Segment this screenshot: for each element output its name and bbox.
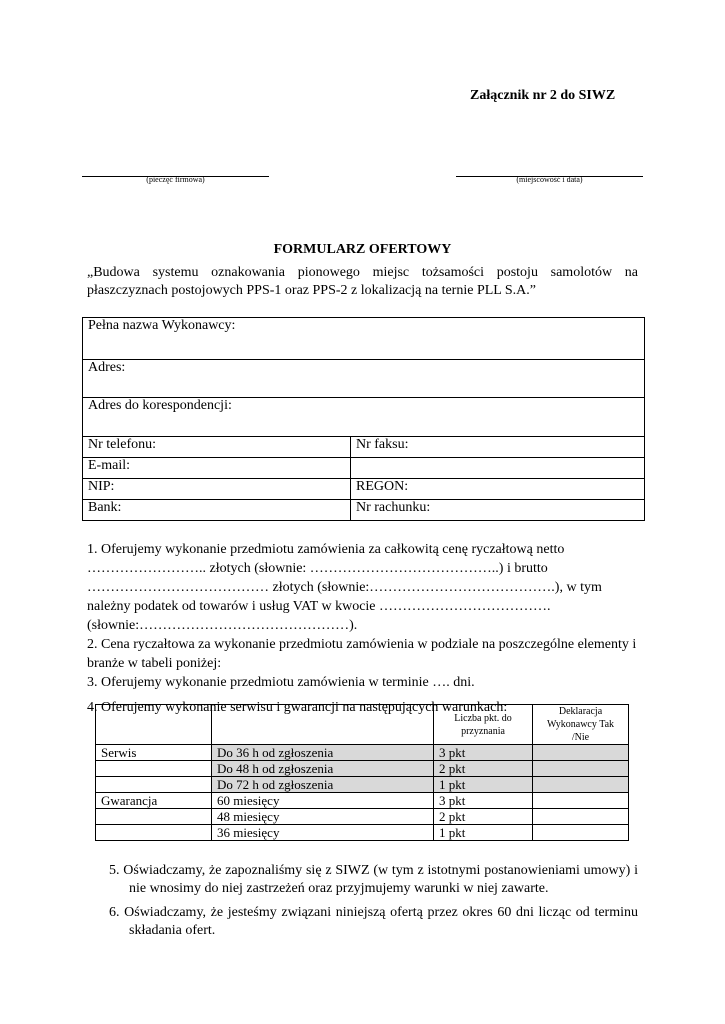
declaration-cell[interactable] bbox=[533, 825, 629, 841]
option-points: 2 pkt bbox=[434, 761, 533, 777]
place-date-label: (miejscowość i data) bbox=[516, 175, 583, 184]
declaration-cell[interactable] bbox=[533, 745, 629, 761]
declaration-cell[interactable] bbox=[533, 777, 629, 793]
account-number-field[interactable]: Nr rachunku: bbox=[351, 500, 645, 521]
bank-field[interactable]: Bank: bbox=[83, 500, 351, 521]
stamp-label: (pieczęć firmowa) bbox=[146, 175, 205, 184]
declaration-cell[interactable] bbox=[533, 793, 629, 809]
address-field[interactable]: Adres: bbox=[83, 360, 645, 398]
option-points: 3 pkt bbox=[434, 745, 533, 761]
option-points: 3 pkt bbox=[434, 793, 533, 809]
item-1: 1. Oferujemy wykonanie przedmiotu zamówienia za całkowitą cenę ryczałtową netto …………………….. złotych (słownie: …………………………………..) i brutto ………………………………… złotych (słownie:………………………………….), w tym należny podatek od towarów i usług VAT w kwocie ……………………………….(słownie:………………………………………). bbox=[87, 542, 602, 633]
item-3: 3. Oferujemy wykonanie przedmiotu zamówienia w terminie …. dni. bbox=[87, 675, 475, 690]
full-name-field[interactable]: Pełna nazwa Wykonawcy: bbox=[83, 318, 645, 360]
form-title: FORMULARZ OFERTOWY bbox=[273, 242, 452, 257]
header-points: Liczba pkt. do przyznania bbox=[434, 705, 533, 745]
offer-items bbox=[87, 540, 638, 717]
nip-field[interactable]: NIP: bbox=[83, 479, 351, 500]
item-6: 6. Oświadczamy, że jesteśmy związani niniejszą ofertą przez okres 60 dni licząc od terminu składania ofert. bbox=[109, 905, 638, 938]
item-5: 5. Oświadczamy, że zapoznaliśmy się z SIWZ (w tym z istotnymi postanowieniami umowy) i nie wnosimy do niej zastrzeżeń oraz przyjmujemy warunki w niej zawarte. bbox=[109, 863, 638, 896]
group-cell bbox=[96, 825, 212, 841]
correspondence-address-field[interactable]: Adres do korespondencji: bbox=[83, 398, 645, 437]
option-points: 1 pkt bbox=[434, 825, 533, 841]
service-warranty-table bbox=[95, 704, 629, 841]
option-points: 1 pkt bbox=[434, 777, 533, 793]
option-label: Do 36 h od zgłoszenia bbox=[212, 745, 434, 761]
group-cell: Serwis bbox=[96, 745, 212, 761]
phone-field[interactable]: Nr telefonu: bbox=[83, 437, 351, 458]
declaration-cell[interactable] bbox=[533, 809, 629, 825]
option-label: Do 72 h od zgłoszenia bbox=[212, 777, 434, 793]
header-empty-1 bbox=[96, 705, 212, 745]
option-points: 2 pkt bbox=[434, 809, 533, 825]
item-2: 2. Cena ryczałtowa za wykonanie przedmiotu zamówienia w podziale na poszczególne elementy i branże w tabeli poniżej: bbox=[87, 637, 637, 671]
declaration-cell[interactable] bbox=[533, 761, 629, 777]
declarations bbox=[109, 862, 638, 946]
option-label: 60 miesięcy bbox=[212, 793, 434, 809]
header-empty-2 bbox=[212, 705, 434, 745]
regon-field[interactable]: REGON: bbox=[351, 479, 645, 500]
group-cell: Gwarancja bbox=[96, 793, 212, 809]
group-cell bbox=[96, 777, 212, 793]
contractor-table bbox=[82, 317, 645, 521]
group-cell bbox=[96, 761, 212, 777]
item-4: 4. Oferujemy wykonanie serwisu i gwarancji na następujących warunkach: bbox=[87, 700, 508, 715]
fax-field[interactable]: Nr faksu: bbox=[351, 437, 645, 458]
header-declaration: Deklaracja Wykonawcy Tak /Nie bbox=[533, 705, 629, 745]
group-cell bbox=[96, 809, 212, 825]
email-field[interactable]: E-mail: bbox=[83, 458, 351, 479]
option-label: Do 48 h od zgłoszenia bbox=[212, 761, 434, 777]
option-label: 48 miesięcy bbox=[212, 809, 434, 825]
option-label: 36 miesięcy bbox=[212, 825, 434, 841]
tender-subject: „Budowa systemu oznakowania pionowego miejsc tożsamości postoju samolotów na płaszczyznach postojowych PPS-1 oraz PPS-2 z lokalizacją na ternie PLL S.A.” bbox=[87, 265, 638, 298]
annex-title: Załącznik nr 2 do SIWZ bbox=[470, 88, 616, 103]
email-value-field[interactable] bbox=[351, 458, 645, 479]
